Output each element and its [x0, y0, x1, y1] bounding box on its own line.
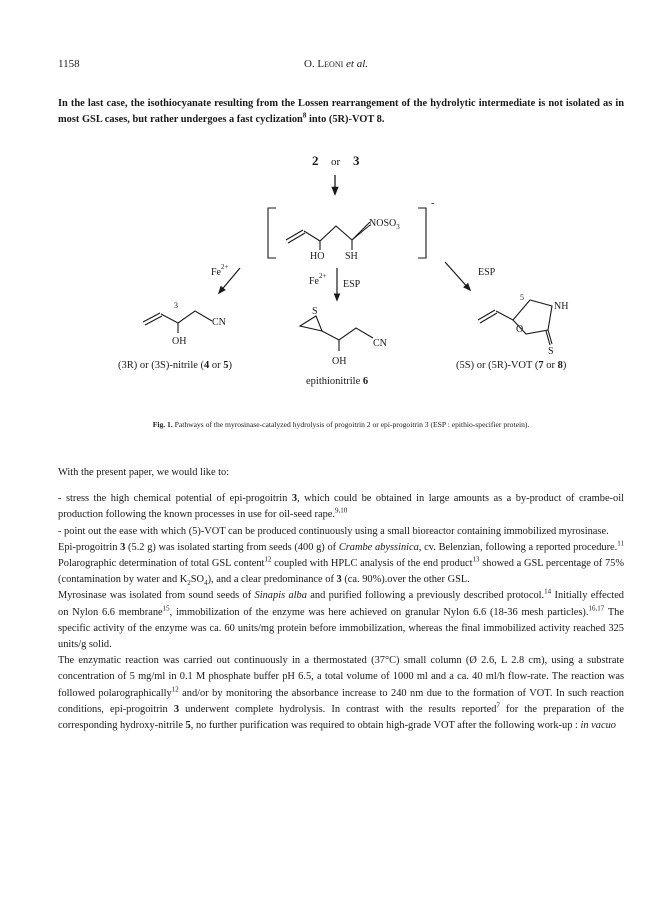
nitrile-cn: CN — [212, 317, 226, 328]
esp-right-label: ESP — [478, 267, 496, 278]
vot-nh: NH — [554, 301, 569, 312]
reaction-scheme — [0, 0, 672, 400]
nitrile-structure — [143, 311, 212, 333]
ho-group: HO — [310, 251, 325, 262]
paragraph-isolation: Epi-progoitrin 3 (5.2 g) was isolated starting from seeds (400 g) of Crambe abyssinica, cv. Belenzian, following a reported procedure.$^{11}$ Polarographic determination of total GSL content$^{12}$ coupled with HPLC analysis of the end product$^{13}$ showed a GSL percentage of 75% (contamination by water and $K_2SO_4$), and a clear predominance of 3 (ca. 90%).over the other GSL. — [58, 539, 625, 588]
vot-caption: (5S) or (5R)-VOT (7 or 8) — [456, 360, 567, 371]
vot-structure — [478, 300, 552, 345]
nitrile-stereocenter: 3 — [174, 301, 178, 310]
noso3-group: $NOSO_3$ — [369, 218, 400, 231]
sh-group: SH — [345, 251, 358, 262]
or-label: or — [331, 156, 341, 168]
vot-sulfur: S — [548, 346, 554, 357]
page-number: 1158 — [58, 58, 80, 70]
nitrile-oh: OH — [172, 336, 187, 347]
esp-mid-label: ESP — [343, 279, 361, 290]
vot-oxygen: O — [516, 324, 524, 335]
epi-cn: CN — [373, 338, 387, 349]
vot-position-5: 5 — [520, 293, 524, 302]
fe-left-label: $Fe^{2+}$ — [211, 263, 229, 278]
epithionitrile-caption: epithionitrile 6 — [306, 376, 369, 387]
bullet-stress-potential: - stress the high chemical potential of epi-progoitrin 3, which could be obtained in large amounts as a by-product of crambe-oil production following the known processes in use for oil-seed rape.$^{9,10}$ — [58, 493, 624, 521]
figure-caption: Fig. 1. Pathways of the myrosinase-catalyzed hydrolysis of progoitrin 2 or epi-progoitrin 3 (ESP : epithio-specifier protein). — [152, 420, 530, 429]
epi-sulfur: S — [312, 306, 318, 317]
running-head-authors: O. Leoni et al. — [303, 58, 369, 70]
bracket-charge: - — [431, 197, 435, 209]
starting-materials — [312, 153, 360, 168]
fe-mid-label: $Fe^{2+}$ — [309, 272, 327, 287]
epi-oh: OH — [332, 356, 347, 367]
bullet-bioreactor: - point out the ease with which (5)-VOT can be produced continuously using a small bioreactor containing immobilized myrosinase. — [58, 525, 609, 537]
nitrile-caption: (3R) or (3S)-nitrile (4 or 5) — [118, 360, 233, 371]
compound-3-label: 3 — [353, 153, 360, 168]
paragraph-reaction: The enzymatic reaction was carried out continuously in a thermostated (37°C) small column (Ø 2.6, L 2.8 cm), using a substrate concentration of 5 mg/ml in 0.1 M phosphate buffer pH 6.5, a total volume of 1000 ml and a ca. 40 ml/h flow-rate. The reaction was followed polarographically$^{12}$ and/or by monitoring the absorbance increase to 240 nm due to the formation of VOT. In such reaction conditions, epi-progoitrin 3 underwent complete hydrolysis. In contrast with the results reported$^7$ for the preparation of the corresponding hydroxy-nitrile 5, no further purification was required to obtain high-grade VOT after the following work-up : in vacuo — [58, 655, 624, 732]
main-text — [58, 465, 624, 734]
arrow-right — [445, 262, 470, 290]
paragraph-aims: With the present paper, we would like to: — [58, 467, 230, 478]
arrow-left — [219, 268, 240, 293]
paragraph-myrosinase: Myrosinase was isolated from sound seeds of Sinapis alba and purified following a previously described protocol.$^{14}$ Initially effected on Nylon 6.6 membrane$^{15}$, immobilization of the enzyme was here achieved on granular Nylon 6.6 (18-36 mesh particles).$^{16,17}$ The specific activity of the enzyme was ca. 60 units/mg protein before immobilization, whereas the final immobilized activity reached 325 units/g solid. — [58, 587, 624, 651]
epithionitrile-structure — [300, 316, 373, 351]
intro-paragraph: In the last case, the isothiocyanate resulting from the Lossen rearrangement of the hydrolytic intermediate is not isolated as in most GSL cases, but rather undergoes a fast cyclization$^8$ into (5R)-VOT 8. — [58, 98, 624, 126]
compound-2-label: 2 — [312, 153, 319, 168]
